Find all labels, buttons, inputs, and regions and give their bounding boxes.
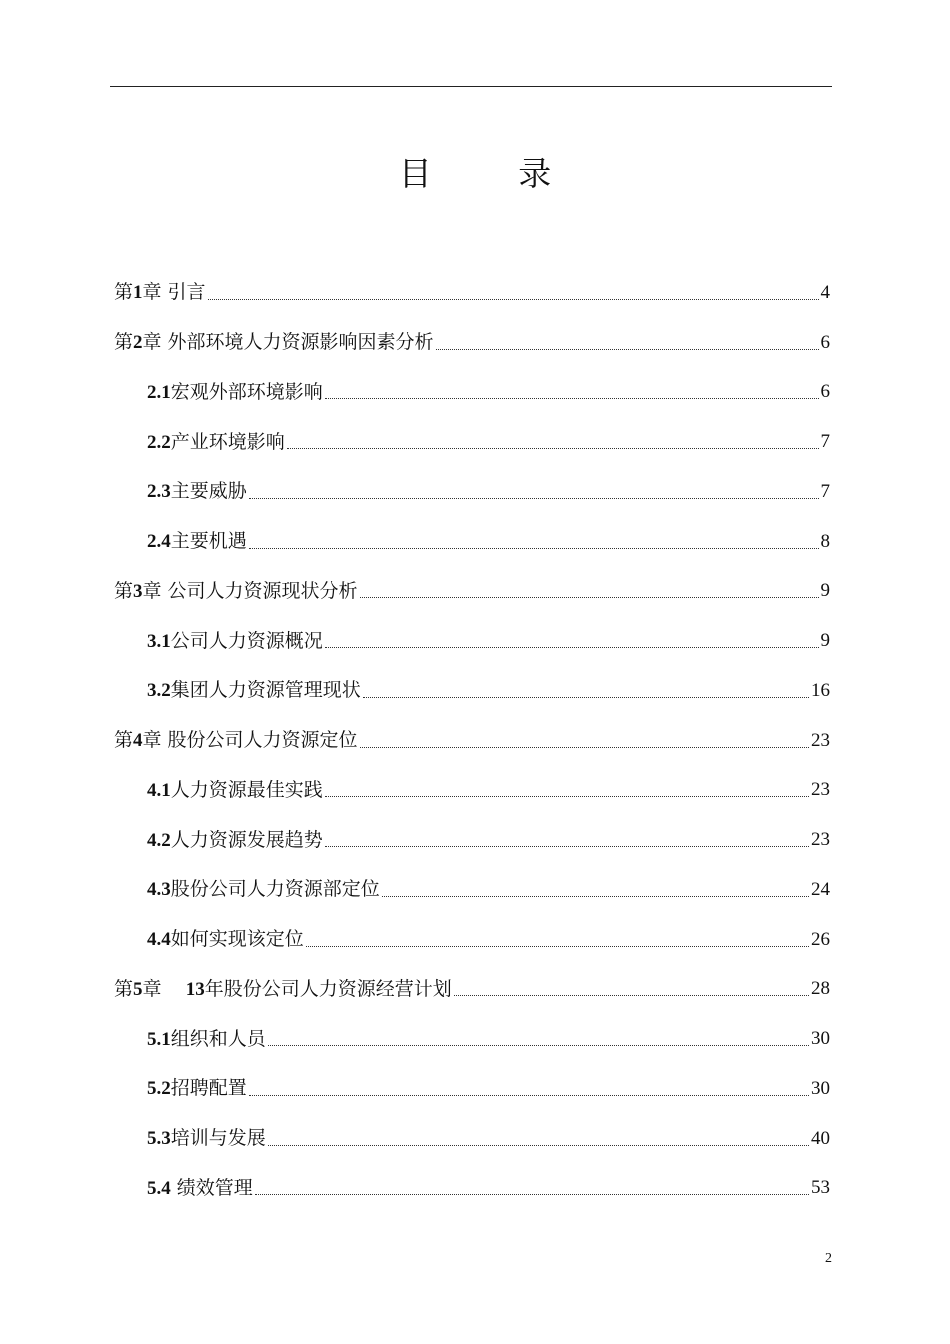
toc-page-number: 6 (820, 381, 830, 403)
toc-entry[interactable] (114, 467, 830, 517)
dot-leader (436, 331, 819, 355)
toc-entry[interactable] (114, 766, 830, 816)
dot-leader (325, 778, 809, 802)
footer-page-number: 2 (825, 1251, 832, 1266)
toc-page-number: 9 (820, 630, 830, 652)
dot-leader (255, 1176, 809, 1200)
toc-page-number: 53 (811, 1177, 830, 1199)
toc-entry[interactable] (114, 1014, 830, 1064)
toc-entry[interactable] (114, 865, 830, 915)
toc-entry[interactable] (114, 716, 830, 766)
dot-leader (268, 1027, 809, 1051)
toc-entry-label: 4.3股份公司人力资源部定位 (147, 878, 380, 901)
dot-leader (325, 380, 819, 404)
dot-leader (360, 579, 819, 603)
toc-entry[interactable] (114, 368, 830, 418)
toc-entry-label: 第2章 外部环境人力资源影响因素分析 (114, 331, 434, 354)
toc-page-number: 30 (811, 1077, 830, 1099)
toc-entry[interactable] (114, 666, 830, 716)
toc-page-number: 16 (811, 679, 830, 701)
dot-leader (249, 480, 819, 504)
toc-entry-label: 2.4主要机遇 (147, 530, 247, 553)
toc-entry-label: 5.4 绩效管理 (147, 1176, 253, 1199)
toc-entry[interactable] (114, 318, 830, 368)
toc-entry[interactable] (114, 1114, 830, 1164)
toc-page-number: 9 (820, 580, 830, 602)
toc-entry-label: 4.4如何实现该定位 (147, 928, 304, 951)
toc-page-number: 30 (811, 1028, 830, 1050)
toc-page-number: 8 (820, 530, 830, 552)
dot-leader (208, 281, 819, 305)
toc-entry-label: 5.3培训与发展 (147, 1127, 266, 1150)
dot-leader (287, 430, 819, 454)
toc-entry[interactable] (114, 815, 830, 865)
toc-entry-label: 4.2人力资源发展趋势 (147, 828, 323, 851)
toc-entry-label: 2.1宏观外部环境影响 (147, 380, 323, 403)
toc-page-number: 23 (811, 779, 830, 801)
toc-page-number: 6 (820, 331, 830, 353)
toc-page-number: 4 (820, 281, 830, 303)
toc-entry-label: 第3章 公司人力资源现状分析 (114, 579, 358, 602)
toc-entry[interactable] (114, 268, 830, 318)
toc-entry-label: 3.1公司人力资源概况 (147, 629, 323, 652)
toc-entry-label: 第5章 13年股份公司人力资源经营计划 (114, 977, 452, 1000)
dot-leader (454, 977, 809, 1001)
toc-entry[interactable] (114, 965, 830, 1015)
toc-entry[interactable] (114, 417, 830, 467)
toc-entry[interactable] (114, 1164, 830, 1214)
table-of-contents (114, 268, 830, 1213)
toc-entry-label: 2.2产业环境影响 (147, 430, 285, 453)
header-rule (110, 86, 832, 87)
toc-entry[interactable] (114, 567, 830, 617)
toc-entry[interactable] (114, 517, 830, 567)
dot-leader (382, 878, 809, 902)
dot-leader (268, 1127, 809, 1151)
toc-page-number: 7 (820, 480, 830, 502)
dot-leader (360, 729, 809, 753)
dot-leader (363, 679, 809, 703)
toc-page-number: 24 (811, 878, 830, 900)
dot-leader (325, 629, 819, 653)
toc-entry-label: 4.1人力资源最佳实践 (147, 778, 323, 801)
toc-entry-label: 2.3主要威胁 (147, 480, 247, 503)
toc-page-number: 7 (820, 431, 830, 453)
toc-page-number: 23 (811, 729, 830, 751)
toc-entry-label: 3.2集团人力资源管理现状 (147, 679, 361, 702)
toc-entry[interactable] (114, 915, 830, 965)
toc-entry[interactable] (114, 616, 830, 666)
toc-entry-label: 第4章 股份公司人力资源定位 (114, 729, 358, 752)
dot-leader (325, 828, 809, 852)
toc-title: 目 录 (398, 154, 590, 193)
dot-leader (306, 928, 809, 952)
toc-entry-label: 第1章 引言 (114, 281, 206, 304)
dot-leader (249, 1077, 809, 1101)
toc-page-number: 23 (811, 829, 830, 851)
toc-page-number: 26 (811, 928, 830, 950)
toc-entry-label: 5.2招聘配置 (147, 1077, 247, 1100)
toc-entry[interactable] (114, 1064, 830, 1114)
toc-entry-label: 5.1组织和人员 (147, 1027, 266, 1050)
toc-page-number: 28 (811, 978, 830, 1000)
dot-leader (249, 530, 819, 554)
toc-page-number: 40 (811, 1127, 830, 1149)
